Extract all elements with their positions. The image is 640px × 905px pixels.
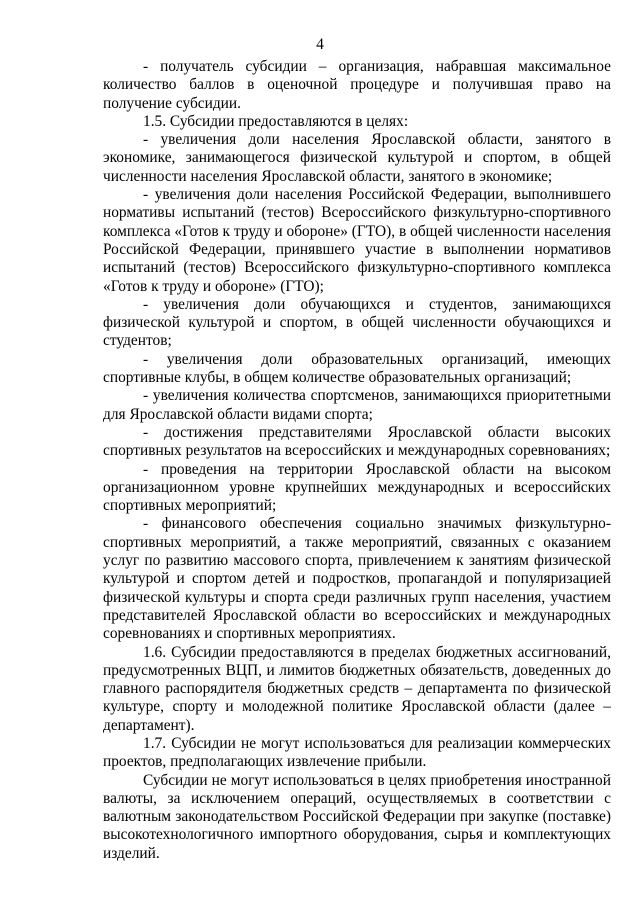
paragraph-goal-employed-population: - увеличения доли населения Ярославской области, занятого в экономике, занимающегося физической культурой и спортом, в общей численности населения Ярославской области, занятого в экономике;	[103, 131, 611, 185]
paragraph-section-1-6: 1.6. Субсидии предоставляются в пределах бюджетных ассигнований, предусмотренных ВЦП, и лимитов бюджетных обязательств, доведенных до главного распорядителя бюджетных средств – департамента по физической культуре, спорту и молодежной политике Ярославской области (далее – департамент).	[103, 643, 611, 734]
paragraph-goal-major-events: - проведения на территории Ярославской области на высоком организационном уровне крупнейших международных и всероссийских спортивных мероприятий;	[103, 460, 611, 515]
paragraph-goal-high-results: - достижения представителями Ярославской области высоких спортивных результатов на всероссийских и международных соревнованиях;	[103, 423, 611, 460]
paragraph-goal-gto: - увеличения доли населения Российской Федерации, выполнившего нормативы испытаний (тестов) Всероссийского физкультурно-спортивного комплекса «Готов к труду и обороне» (ГТО), в общей численности населения Российской Федерации, принявшего участие в выполнении нормативов испытаний (тестов) Всероссийского физкультурно-спортивного комплекса «Готов к труду и обороне» (ГТО);	[103, 186, 611, 295]
paragraph-goal-priority-sports: - увеличения количества спортсменов, занимающихся приоритетными для Ярославской области видами спорта;	[103, 387, 611, 423]
paragraph-goal-students: - увеличения доли обучающихся и студентов, занимающихся физической культурой и спортом, в общей численности обучающихся и студентов;	[103, 295, 611, 350]
paragraph-section-1-5: 1.5. Субсидии предоставляются в целях:	[143, 112, 409, 130]
paragraph-foreign-currency: Субсидии не могут использоваться в целях приобретения иностранной валюты, за исключением операций, осуществляемых в соответствии с валютным законодательством Российской Федерации при закупке (поставке) высокотехнологичного импортного оборудования, сырья и комплектующих изделий.	[103, 771, 611, 862]
page-number: 4	[316, 36, 324, 53]
paragraph-goal-sport-clubs: - увеличения доли образовательных организаций, имеющих спортивные клубы, в общем количестве образовательных организаций;	[103, 350, 611, 387]
paragraph-recipient-definition: - получатель субсидии – организация, набравшая максимальное количество баллов в оценочной процедуре и получившая право на получение субсидии.	[103, 58, 611, 112]
paragraph-goal-financing: - финансового обеспечения социально значимых физкультурно-спортивных мероприятий, а также мероприятий, связанных с оказанием услуг по развитию массового спорта, привлечением к занятиям физической культурой и спортом детей и подростков, пропагандой и популяризацией физической культуры и спорта среди различных групп населения, участием представителей Ярославской области во всероссийских и международных соревнованиях и спортивных мероприятиях.	[103, 515, 611, 643]
paragraph-section-1-7: 1.7. Субсидии не могут использоваться для реализации коммерческих проектов, предполагающих извлечение прибыли.	[103, 734, 611, 771]
document-body	[103, 58, 611, 863]
